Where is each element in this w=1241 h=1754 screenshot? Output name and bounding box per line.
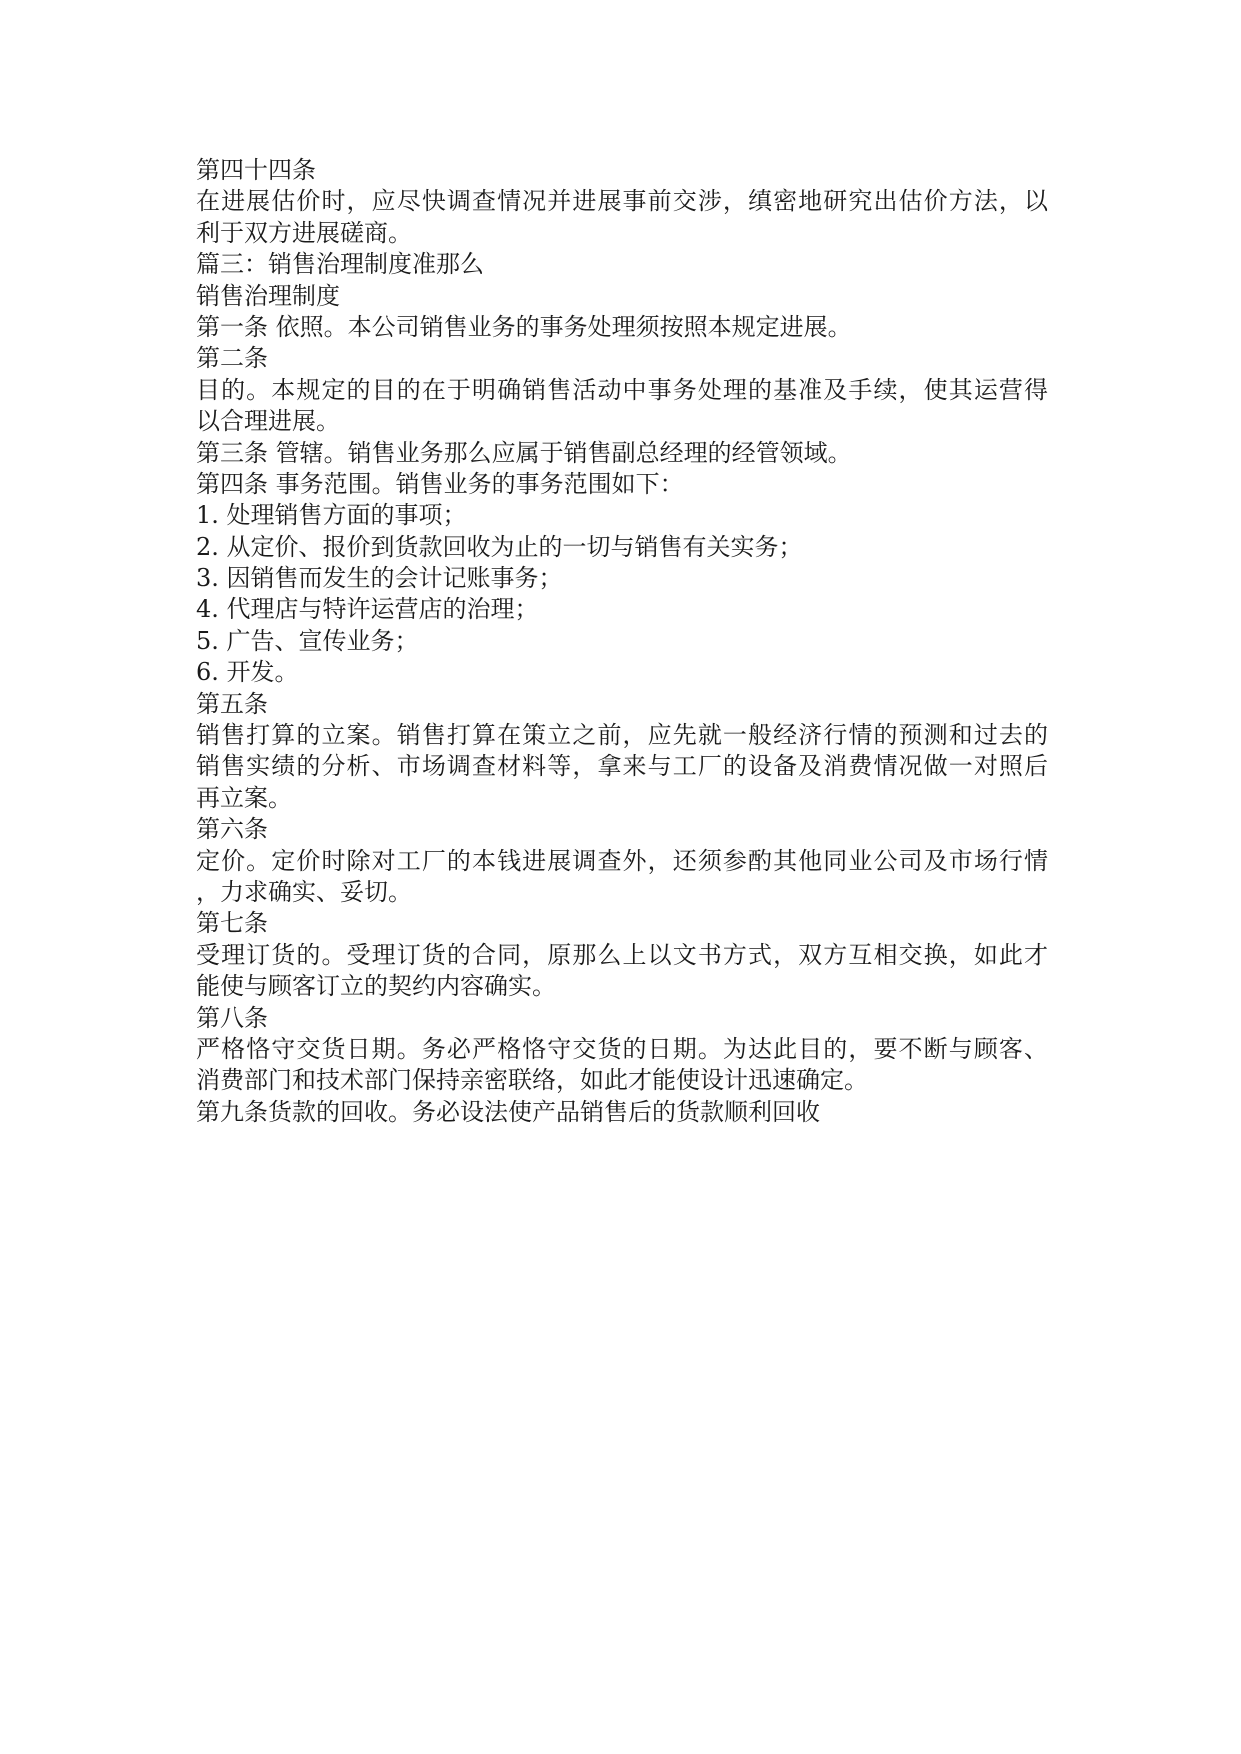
- text-line: 以合理进展。: [196, 407, 340, 436]
- text-line: 第三条 管辖。销售业务那么应属于销售副总经理的经管领域。: [196, 438, 852, 467]
- text-line: 4. 代理店与特许运营店的治理；: [196, 595, 539, 624]
- text-line: 第九条货款的回收。务必设法使产品销售后的货款顺利回收: [196, 1097, 820, 1126]
- text-line: 3. 因销售而发生的会计记账事务；: [196, 564, 563, 593]
- text-line: ，力求确实、妥切。: [196, 877, 412, 906]
- text-line: 第四条 事务范围。销售业务的事务范围如下：: [196, 469, 684, 498]
- text-line: 销售实绩的分析、市场调查材料等，拿来与工厂的设备及消费情况做一对照后: [196, 752, 1048, 781]
- text-line: 能使与顾客订立的契约内容确实。: [196, 972, 556, 1001]
- text-line: 第六条: [196, 815, 268, 844]
- text-line: 2. 从定价、报价到货款回收为止的一切与销售有关实务；: [196, 532, 803, 561]
- text-line: 6. 开发。: [196, 658, 299, 687]
- text-line: 1. 处理销售方面的事项；: [196, 501, 467, 530]
- document-body: [196, 155, 1056, 1128]
- text-line: 第八条: [196, 1003, 268, 1032]
- text-line: 利于双方进展磋商。: [196, 218, 412, 247]
- text-line: 再立案。: [196, 783, 292, 812]
- text-line: 受理订货的。受理订货的合同，原那么上以文书方式，双方互相交换，如此才: [196, 940, 1048, 969]
- text-line: 定价。定价时除对工厂的本钱进展调查外，还须参酌其他同业公司及市场行情: [196, 846, 1048, 875]
- text-line: 第一条 依照。本公司销售业务的事务处理须按照本规定进展。: [196, 312, 852, 341]
- text-line: 第二条: [196, 344, 268, 373]
- text-line: 第五条: [196, 689, 268, 718]
- text-line: 目的。本规定的目的在于明确销售活动中事务处理的基准及手续，使其运营得: [196, 375, 1048, 404]
- text-line: 严格恪守交货日期。务必严格恪守交货的日期。为达此目的，要不断与顾客、: [196, 1034, 1048, 1063]
- text-line: 销售打算的立案。销售打算在策立之前，应先就一般经济行情的预测和过去的: [196, 721, 1048, 750]
- text-line: 5. 广告、宣传业务；: [196, 626, 419, 655]
- text-line: 第七条: [196, 909, 268, 938]
- text-line: 篇三：销售治理制度准那么: [196, 250, 484, 279]
- text-line: 在进展估价时，应尽快调查情况并进展事前交涉，缜密地研究出估价方法，以: [196, 187, 1048, 216]
- text-line: 销售治理制度: [196, 281, 340, 310]
- text-line: 消费部门和技术部门保持亲密联络，如此才能使设计迅速确定。: [196, 1066, 868, 1095]
- text-line: 第四十四条: [196, 156, 316, 184]
